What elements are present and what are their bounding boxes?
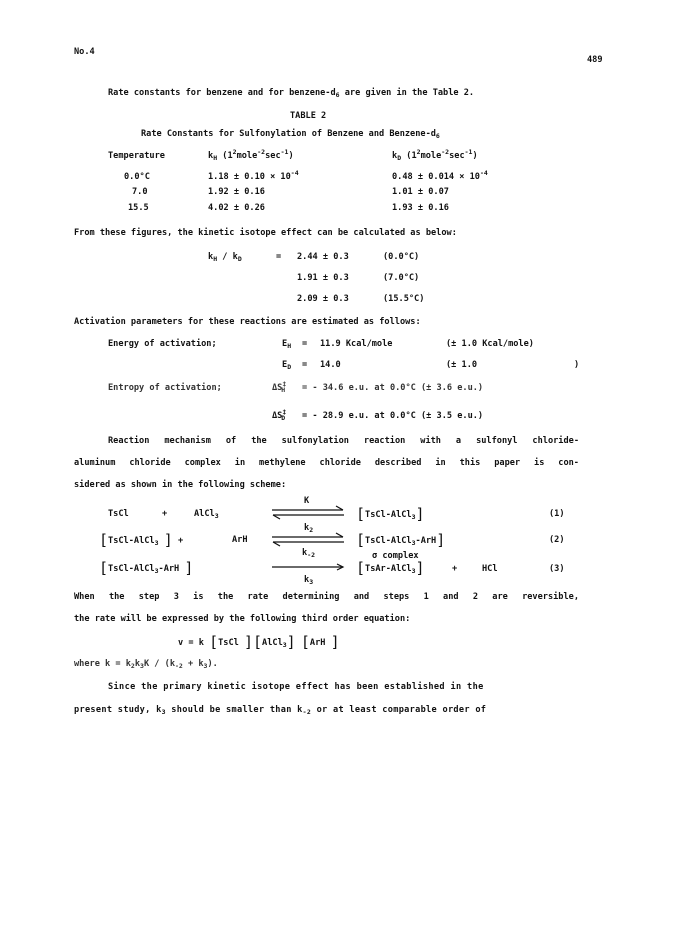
energy-d-error: (± 1.0 [446, 360, 478, 370]
equation-number-1: (1) [549, 509, 565, 519]
final-para-line-2: present study, $k_3$ should be smaller than $k_{-2}$ or at least comparable order of [74, 705, 487, 716]
scheme-2-sigma-complex: [TsCl-AlCl$_3$-ArH] [356, 531, 446, 549]
table-row-1-kh: $1.18 \pm 0.10 \times 10^{-4}$ [208, 169, 299, 182]
entropy-h-value: = - 34.6 e.u. at 0.0°C (± 3.6 e.u.) [302, 383, 484, 393]
table-row-1-kd: $0.48 \pm 0.014 \times 10^{-4}$ [392, 169, 488, 182]
isotope-value-3: 2.09 ± 0.3 [297, 294, 349, 304]
entropy-label: Entropy of activation; [108, 383, 222, 393]
page-number: 489 [587, 55, 603, 65]
intro-line: Rate constants for benzene and for benzene-$d_6$ are given in the Table 2. [108, 88, 475, 99]
scheme-1-k-constant: K [304, 496, 310, 506]
energy-h-symbol: $E_H$ [282, 339, 292, 350]
isotope-cond-2: (7.0°C) [383, 273, 420, 283]
table-row-2-temp: 7.0 [132, 187, 148, 197]
equation-number-2: (2) [549, 535, 565, 545]
col-header-temperature: Temperature [108, 151, 165, 161]
table-row-3-kh: 4.02 ± 0.26 [208, 203, 265, 213]
entropy-h-symbol: $\Delta S^\ddagger_H$ [272, 380, 287, 394]
scheme-1-plus: + [162, 509, 168, 519]
energy-d-value: 14.0 [320, 360, 341, 370]
scheme-3-plus: + [452, 564, 458, 574]
scheme-2-arh: ArH [232, 535, 248, 545]
scheme-2-k2: $k_2$ [304, 523, 314, 534]
journal-number: No.4 [74, 47, 95, 57]
sigma-complex-label: σ complex [372, 551, 419, 561]
table-row-2-kd: 1.01 ± 0.07 [392, 187, 449, 197]
energy-d-symbol: $E_D$ [282, 360, 292, 371]
isotope-intro: From these figures, the kinetic isotope effect can be calculated as below: [74, 228, 457, 238]
energy-h-value: 11.9 Kcal/mole [320, 339, 393, 349]
isotope-ratio-label: $k_H / k_D$ [208, 252, 242, 263]
col-header-kd: $k_D$ $(1^2mole^{-2}\sec^{-1})$ [392, 148, 478, 162]
energy-d-equals: = [302, 360, 308, 370]
isotope-value-2: 1.91 ± 0.3 [297, 273, 349, 283]
energy-h-equals: = [302, 339, 308, 349]
step-para-line-2: the rate will be expressed by the following third order equation: [74, 614, 411, 624]
energy-label: Energy of activation; [108, 339, 217, 349]
table-row-3-kd: 1.93 ± 0.16 [392, 203, 449, 213]
entropy-d-symbol: $\Delta S^\ddagger_D$ [272, 408, 287, 422]
table-label: TABLE 2 [290, 111, 327, 121]
rate-equation: v = k [TsCl ][AlCl$_3$] [ArH ] [178, 633, 340, 651]
col-header-kh: $k_H$ $(1^2mole^{-2}\sec^{-1})$ [208, 148, 294, 162]
activation-intro: Activation parameters for these reactions are estimated as follows: [74, 317, 421, 327]
table-row-2-kh: 1.92 ± 0.16 [208, 187, 265, 197]
table-row-3-temp: 15.5 [128, 203, 149, 213]
mechanism-para-line-3: sidered as shown in the following scheme: [74, 480, 287, 490]
scheme-3-k3: $k_3$ [304, 575, 314, 586]
scheme-3-product: [TsAr-AlCl$_3$] [356, 559, 425, 577]
equilibrium-arrow-1 [270, 505, 346, 521]
scheme-1-complex: [TsCl-AlCl$_3$] [356, 505, 425, 523]
isotope-cond-3: (15.5°C) [383, 294, 425, 304]
mechanism-para-line-2: aluminum chloride complex in methylene chloride described in this paper is con- [74, 458, 579, 468]
isotope-cond-1: (0.0°C) [383, 252, 420, 262]
equation-number-3: (3) [549, 564, 565, 574]
energy-d-error-close: ) [574, 360, 580, 370]
isotope-equals: = [276, 252, 282, 262]
forward-arrow-3 [270, 563, 346, 571]
scheme-1-tscl: TsCl [108, 509, 129, 519]
step-para-line-1: When the step 3 is the rate determining and steps 1 and 2 are reversible, [74, 592, 579, 602]
isotope-value-1: 2.44 ± 0.3 [297, 252, 349, 262]
scheme-2-k-minus-2: $k_{-2}$ [302, 548, 316, 559]
entropy-d-value: = - 28.9 e.u. at 0.0°C (± 3.5 e.u.) [302, 411, 484, 421]
mechanism-para-line-1: Reaction mechanism of the sulfonylation reaction with a sulfonyl chloride- [108, 436, 579, 446]
final-para-line-1: Since the primary kinetic isotope effect has been established in the [108, 682, 484, 692]
table-title: Rate Constants for Sulfonylation of Benzene and Benzene-$d_6$ [141, 129, 440, 140]
energy-h-error: (± 1.0 Kcal/mole) [446, 339, 534, 349]
equilibrium-arrow-2 [270, 532, 346, 548]
scheme-3-hcl: HCl [482, 564, 498, 574]
scheme-3-sigma-complex: [TsCl-AlCl$_3$-ArH ] [99, 559, 194, 577]
table-row-1-temp: 0.0°C [124, 172, 150, 182]
scheme-2-complex: [TsCl-AlCl$_3$ ] + [99, 531, 184, 549]
scheme-1-alcl3: AlCl$_3$ [194, 509, 219, 520]
where-definition: where $k = k_2k_3K / (k_{-2} + k_3)$. [74, 659, 218, 670]
